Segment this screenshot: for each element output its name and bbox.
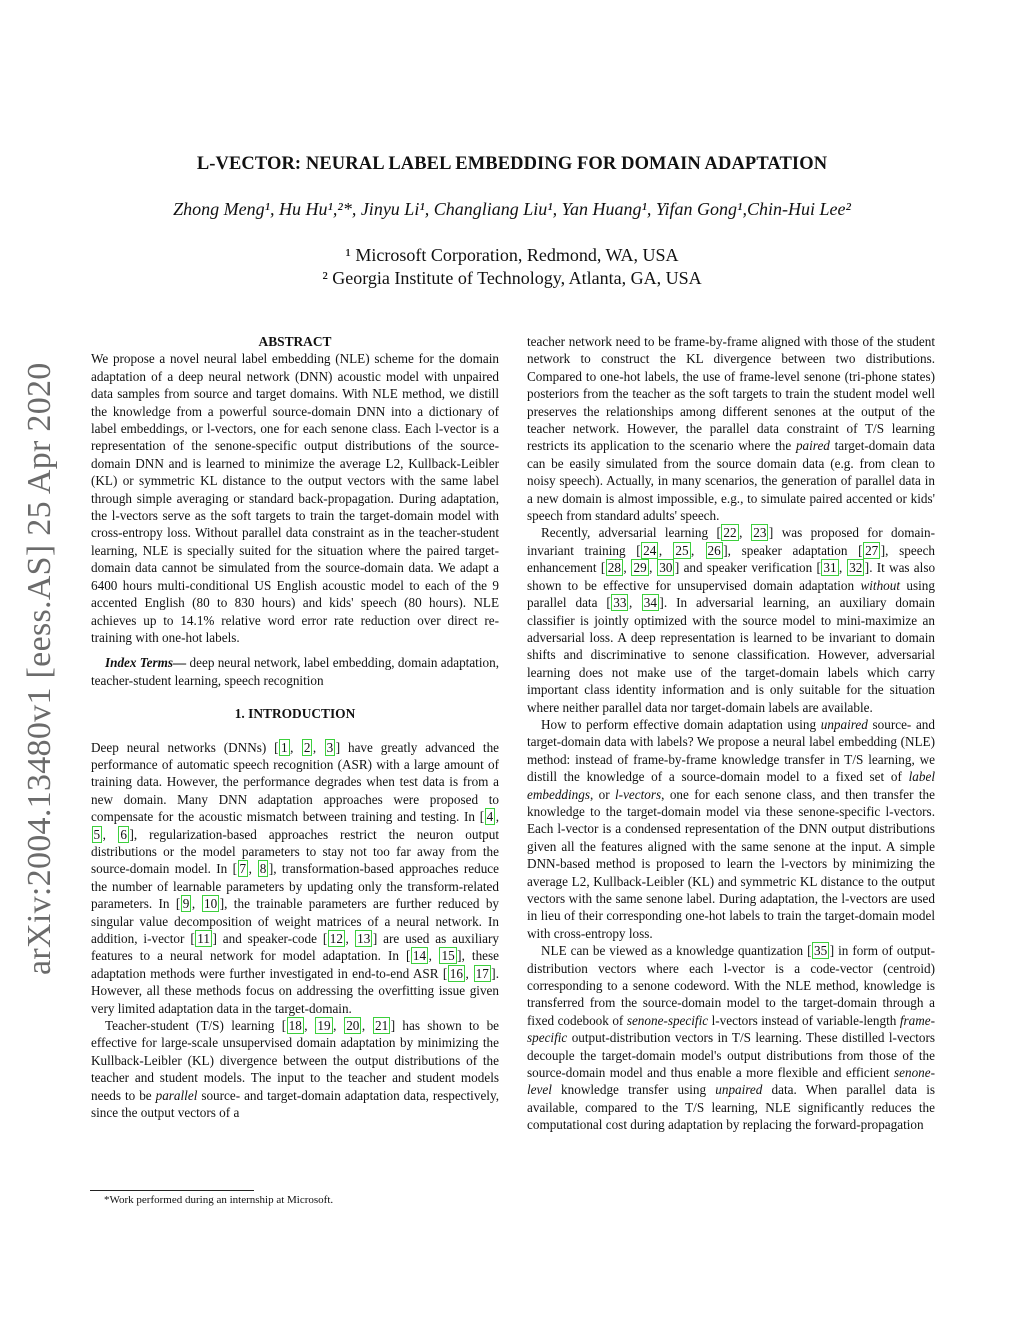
citation-link[interactable]: 31 [823,560,837,576]
citation-link[interactable]: 33 [613,595,627,611]
citation-link[interactable]: 16 [449,965,463,981]
citation-link[interactable]: 12 [329,931,343,946]
intro-paragraph-2: Teacher-student (T/S) learning [ 18 , 19 , 20 , 21 ] has shown to be effective for large-scale unsupervised domain adaptation by minimizing the Kullback-Leibler (KL) divergence between the output distributions of the teacher and student models. The input to the teacher and student models needs to be parallel source- and target-domain adaptation data, respectively, since the output vectors of a [91,1018,500,1121]
footnote: *Work performed during an internship at Microsoft. [104,1194,334,1206]
right-column [527,333,935,1134]
right-paragraph-3: How to perform effective domain adaptation using unpaired source- and target-domain data with labels? We propose a neural label embedding (NLE) method: instead of frame-by-frame knowledge transfer in T/S learning, we distill the knowledge of a source-domain model to a fixed set of label embeddings, or l-vectors, one for each senone class, and then transfer the knowledge to the target-domain model via these senone-specific l-vectors. Each l-vector is a condensed representation of the DNN output distributions given all the features aligned with the same senone at the input. A simple DNN-based method is proposed to learn the l-vectors by minimizing the average L2, Kullback-Leibler (KL) and symmetric KL distance to the output vectors with the same senone label. During adaptation, the l-vectors are used in lieu of their corresponding one-hot labels to train the target-domain model with cross-entropy loss. [527,716,935,941]
citation-link[interactable]: 20 [346,1018,360,1034]
citation-link[interactable]: 25 [675,542,689,558]
citation-link[interactable]: 1 [281,739,288,755]
affiliation-1: ¹ Microsoft Corporation, Redmond, WA, USA [345,245,679,265]
citation-link[interactable]: 34 [643,595,657,611]
right-paragraph-4: NLE can be viewed as a knowledge quantization [ 35 ] in form of output-distribution vectors where each l-vector is a code-vector (centroid) corresponding to a senone codeword. With the NLE method, knowledge is transferred from the source-domain model to the target-domain through a fixed codebook of senone-specific l-vectors instead of variable-length frame-specific output-distribution vectors in T/S learning. These distilled l-vectors decouple the target-domain model's output distributions from those of the source-domain model and thus enable a more flexible and efficient senone-level knowledge transfer using unpaired data. When parallel data is available, compared to the T/S learning, NLE significantly reduces the computational cost during adaptation by replacing the forward-propagation [527,943,935,1133]
citation-link[interactable]: 18 [288,1018,302,1034]
citation-link[interactable]: 19 [317,1018,331,1034]
citation-link[interactable]: 17 [475,965,489,981]
left-column [91,333,499,1121]
intro-heading: 1. INTRODUCTION [234,706,356,722]
citation-link[interactable]: 2 [303,739,311,755]
footnote-rule [90,1190,254,1191]
arxiv-identifier[interactable]: arXiv:2004.13480v1 [eess.AS] 25 Apr 2020 [21,362,58,975]
citation-link[interactable]: 15 [441,948,455,964]
citation-link[interactable]: 10 [204,896,218,912]
citation-link[interactable]: 22 [723,525,737,541]
citation-link[interactable]: 27 [865,542,879,558]
citation-link[interactable]: 4 [486,809,494,825]
citation-link[interactable]: 3 [326,739,334,755]
citation-link[interactable]: 9 [182,896,190,912]
right-paragraph-1: teacher network need to be frame-by-frame aligned with those of the student network to construct the KL divergence between two distributions. Compared to one-hot labels, the use of frame-level senone (tri-phone states) posteriors from the teacher as the soft targets to train the student model well preserves the relationships among different senones at the output of the teacher network. However, the parallel data constraint of T/S learning restricts its application to the scenario where the paired target-domain data can be easily simulated from the source domain data (e.g. from clean to noisy speech). Actually, in many scenarios, the generation of parallel data in a new domain is almost impossible, e.g., to simulate paired accented or kids' speech from standard adults' speech. [527,334,935,524]
citation-link[interactable]: 23 [753,525,767,541]
citation-link[interactable]: 13 [357,931,371,946]
citation-link[interactable]: 28 [607,560,621,576]
citation-link[interactable]: 7 [239,861,247,877]
citation-link[interactable]: 14 [412,948,427,964]
citation-link[interactable]: 5 [93,826,101,842]
abstract-heading: ABSTRACT [258,334,332,349]
intro-paragraph-1: Deep neural networks (DNNs) [ 1 , 2 , 3 ] have greatly advanced the performance of automatic speech recognition (ASR) with a large amount of training data. However, the performance degrades when test data is from a new domain. Many DNN adaptation approaches were proposed to compensate for the acoustic mismatch between training and testing. In [ 4 , 5 , 6 ], regularization-based approaches restrict the neuron output distributions or the model parameters to stay not too far away from the source-domain model. In [ 7 , 8 ], transformation-based approaches reduce the number of learnable parameters by updating only the transform-related parameters. In [ 9 , 10 ], the trainable parameters are further reduced by singular value decomposition of weight matrices of a neural network. In addition, i-vector [ 11 ] and speaker-code [ 12 , 13 ] are used as auxiliary features to a neural network for model adaptation. In [ 14 , 15 ], these adaptation methods were further investigated in end-to-end ASR [ 16 , 17 ]. However, all these methods focus on addressing the overfitting issue given very limited adaptation data in the target-domain. [91,739,500,1016]
affiliation-2: ² Georgia Institute of Technology, Atlanta, GA, USA [322,268,702,288]
paper-title: L-VECTOR: NEURAL LABEL EMBEDDING FOR DOMAIN ADAPTATION [196,154,828,174]
author-list: Zhong Meng¹, Hu Hu¹,²*, Jinyu Li¹, Changliang Liu¹, Yan Huang¹, Yifan Gong¹,Chin-Hui Lee² [173,199,851,219]
citation-link[interactable]: 6 [120,826,127,842]
citation-link[interactable]: 24 [643,542,657,558]
citation-link[interactable]: 11 [197,931,210,946]
citation-link[interactable]: 29 [633,560,647,576]
citation-link[interactable]: 30 [659,560,673,576]
index-terms-label: Index Terms— [105,655,187,671]
citation-link[interactable]: 21 [375,1018,389,1034]
citation-link[interactable]: 35 [814,943,828,959]
abstract-text: We propose a novel neural label embedding (NLE) scheme for the domain adaptation of a deep neural network (DNN) acoustic model with unpaired data samples from source and target domains. With NLE method, we distill the knowledge from a powerful source-domain DNN into a dictionary of label embeddings, or l-vectors, one for each senone class. Each l-vector is a representation of the senone-specific output distributions of the source-domain DNN and is learned to minimize the average L2, Kullback-Leibler (KL) or symmetric KL distance to the output vectors with the same label through simple averaging or standard back-propagation. During adaptation, the l-vectors serve as the soft targets to train the target-domain model with cross-entropy loss. Without parallel data constraint as in the teacher-student learning, NLE is specially suited for the situation where the paired target-domain data cannot be simulated from the source-domain data. We adapt a 6400 hours multi-conditional US English acoustic model to each of the 9 accented English (80 to 830 hours) and kids' speech (80 hours). NLE achieves up to 14.1% relative word error rate reduction over direct re-training with one-hot labels. [91,351,499,645]
citation-link[interactable]: 26 [707,542,721,558]
index-terms: Index Terms— deep neural network, label embedding, domain adaptation, teacher-student learning, speech recognition [91,655,499,688]
citation-link[interactable]: 32 [849,560,863,576]
right-paragraph-2: Recently, adversarial learning [ 22 , 23 ] was proposed for domain-invariant training [ 24 , 25 , 26 ], speaker adaptation [ 27 ], speech enhancement [ 28 , 29 , 30 ] and speaker verification [ 31 , 32 ]. It was also shown to be effective for unsupervised domain adaptation without using parallel data [ 33 , 34 ]. In adversarial learning, an auxiliary domain classifier is jointly optimized with the source model to mini-maximize an adversarial loss. A deep representation is learned to be invariant to domain shifts and discriminative to senone classification. However, adversarial learning does not make use of the target-domain labels which carry important class identity information and is only suitable for the situation where neither parallel data nor target-domain labels are available. [527,525,936,715]
citation-link[interactable]: 8 [259,861,267,877]
